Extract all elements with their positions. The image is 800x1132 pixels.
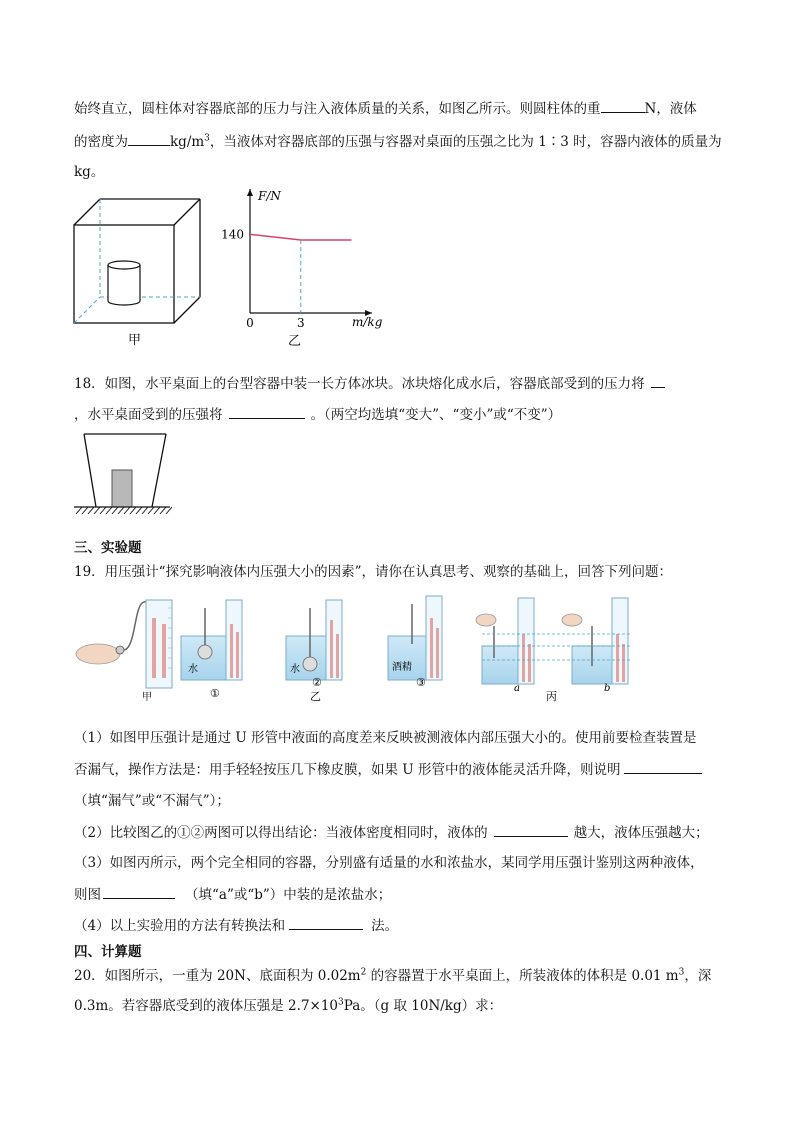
cylinder (108, 261, 140, 305)
chart-series-line (250, 234, 352, 240)
chart-xlabel: m/kg (352, 315, 383, 329)
q17-text-a: 始终直立，圆柱体对容器底部的压力与注入液体质量的关系，如图乙所示。则圆柱体的重 (74, 101, 601, 117)
q17-text-e: kg。 (74, 164, 105, 180)
section3-title: 三、实验题 (74, 540, 142, 556)
q19-p3-line1: （3）如图丙所示，两个完全相同的容器，分别盛有适量的水和浓盐水，某同学用压强计鉴别这两种液体， (74, 855, 704, 871)
q17-unit: kg/m (170, 134, 205, 150)
q19-p1-line2 (74, 759, 702, 780)
ice-block (112, 470, 132, 507)
table-hatch (154, 507, 160, 514)
q19-blank-1[interactable] (624, 759, 702, 774)
q19-p1-line3: （填“漏气”或“不漏气”）； (74, 793, 230, 809)
fig-q19-apparatus (74, 588, 674, 703)
q19-blank-4[interactable] (289, 915, 363, 930)
q19-p4-text-b: 法。 (371, 918, 399, 934)
fig-jia-label: 甲 (128, 333, 142, 348)
q20-text-d: 0.3m。若容器底受到的液体压强是 2.7×10 (74, 998, 339, 1014)
q17-text-d: ，当液体对容器底部的压强与容器对桌面的压强之比为 1∶3 时，容器内液体的质量为 (209, 134, 722, 150)
table-hatch (142, 507, 148, 514)
q18-text-c: 。（两空均选填“变大”、“变小”或“不变”） (310, 407, 562, 423)
chart-ylabel: F/N (258, 189, 281, 203)
table-hatch (76, 507, 82, 514)
table-hatch (112, 507, 118, 514)
q18-line1 (74, 373, 665, 394)
q20-text-c: ，深 (684, 968, 712, 984)
fig-yi-2 (286, 600, 342, 703)
q19-p2 (74, 822, 709, 843)
label-c1: ① (210, 687, 220, 700)
section4-title: 四、计算题 (74, 944, 142, 960)
q18-text-b: ，水平桌面受到的压强将 (74, 407, 223, 423)
q19-p3-text-a: 则图 (74, 887, 101, 903)
table-hatch (106, 507, 112, 514)
q19-p4-text-a: （4）以上实验用的方法有转换法和 (74, 918, 286, 934)
q19-blank-2[interactable] (494, 822, 568, 837)
fig-jia-caption: 甲 (142, 692, 152, 703)
hand-icon-a (476, 614, 496, 626)
q18-blank-pressure[interactable] (229, 404, 305, 419)
label-water-2: 水 (290, 664, 300, 675)
q20-line2 (74, 996, 502, 1016)
chart-axes (247, 189, 372, 316)
q19-p2-text-a: （2）比较图乙的①②两图可以得出结论：当液体密度相同时，液体的 (74, 825, 488, 841)
table-hatch (118, 507, 124, 514)
q17-line3 (74, 162, 104, 182)
fig-yi-caption: 乙 (310, 690, 321, 703)
q19-intro: 19．用压强计“探究影响液体内压强大小的因素”，请你在认真思考、观察的基础上，回答下列问题： (74, 564, 672, 580)
label-c3: ③ (416, 676, 426, 689)
fig-yi-label: 乙 (288, 334, 302, 349)
table-hatch (160, 507, 166, 514)
fig-jia-manometer (76, 600, 172, 703)
table-hatch (166, 507, 172, 514)
q20-sup1: 2 (360, 967, 367, 978)
fig-bing-caption: 丙 (546, 690, 557, 703)
q19-p2-text-b: 越大，液体压强越大； (573, 825, 709, 841)
label-a: a (514, 683, 520, 694)
q17-line1 (74, 98, 697, 119)
q20-text-e: Pa。（g 取 10N/kg）求： (343, 998, 503, 1014)
fig-jia-cube (70, 195, 210, 350)
table-hatch (124, 507, 130, 514)
q19-p4 (74, 915, 398, 936)
q18-blank-force[interactable] (651, 373, 665, 388)
q17-blank-weight[interactable] (601, 98, 645, 113)
label-alcohol: 酒精 (392, 662, 412, 673)
cube-edge (74, 199, 100, 225)
q17-line2 (74, 131, 722, 152)
table-hatch (136, 507, 142, 514)
label-water-1: 水 (188, 664, 198, 675)
q20-sup2: 3 (678, 967, 685, 978)
q18-line2 (74, 404, 561, 425)
q20-sup3: 3 (338, 997, 344, 1008)
table-hatch (94, 507, 100, 514)
label-c2: ② (312, 676, 322, 689)
q20-text-b: 的容器置于水平桌面上，所装液体的体积是 0.01 m (366, 968, 679, 984)
q19-p1-text: 否漏气，操作方法是：用手轻轻按压几下橡皮膜，如果 U 形管中的液体能灵活升降，则说明 (74, 762, 621, 778)
hand-icon-b (562, 614, 582, 626)
q17-blank-density[interactable] (128, 131, 170, 146)
chart-y-arrow (247, 189, 253, 196)
q17-text-c: 的密度为 (74, 134, 128, 150)
chart-xtick-3: 3 (296, 316, 305, 330)
table-hatch (88, 507, 94, 514)
q19-p3-line2 (74, 884, 391, 905)
fig-yi-1 (181, 600, 242, 700)
fig-q18-container (72, 428, 172, 518)
label-b: b (604, 683, 611, 694)
q19-p3-text-b: （填“a”或“b”）中装的是浓盐水； (185, 887, 392, 903)
table-hatch (82, 507, 88, 514)
q18-text-a: 18．如图，水平桌面上的台型容器中装一长方体冰块。冰块熔化成水后，容器底部受到的压力将 (74, 376, 645, 392)
table-hatch (100, 507, 106, 514)
chart-xtick-0: 0 (246, 316, 254, 330)
q19-blank-3[interactable] (103, 884, 175, 899)
q20-text-a: 20．如图所示，一重为 20N、底面积为 0.02m (74, 968, 361, 984)
table-hatch (148, 507, 154, 514)
q20-line1 (74, 966, 711, 986)
chart-ytick-140: 140 (221, 227, 244, 242)
q17-text-b: N，液体 (644, 101, 697, 117)
q19-p1-line1: （1）如图甲压强计是通过 U 形管中液面的高度差来反映被测液体内部压强大小的。使用前要检查装置是 (74, 730, 697, 746)
fig-yi-chart (220, 185, 400, 350)
table-hatch (130, 507, 136, 514)
q17-unit-sup: 3 (204, 133, 210, 144)
fig-yi-3 (388, 596, 442, 689)
hand-icon (76, 644, 120, 664)
